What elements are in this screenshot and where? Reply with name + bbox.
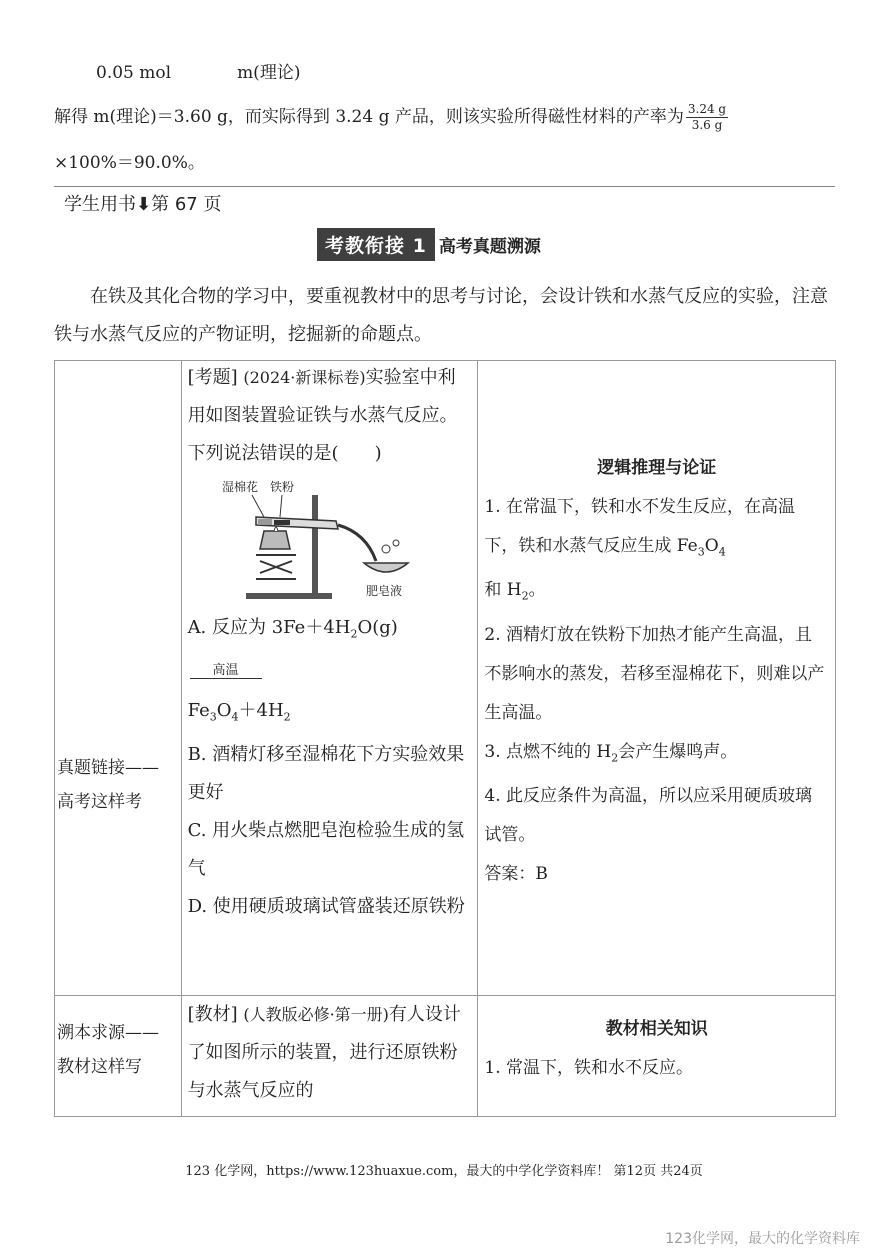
option-c: C. 用火柴点燃肥皂泡检验生成的氢气 xyxy=(187,820,465,880)
question-stem: 有人设计了如图所示的装置，进行还原铁粉与水蒸气反应的 xyxy=(187,1004,461,1101)
section-badge: 考教衔接 1 xyxy=(317,228,435,261)
comparison-table xyxy=(54,360,836,1117)
label-iron: 铁粉 xyxy=(269,480,294,494)
subscript: 2 xyxy=(283,710,291,724)
analysis-cell xyxy=(478,996,836,1117)
analysis-text: 1. 在常温下，铁和水不发生反应，在高温下，铁和水蒸气反应生成 Fe xyxy=(484,497,796,556)
option-d: D. 使用硬质玻璃试管盛装还原铁粉 xyxy=(187,896,465,918)
question-text xyxy=(182,359,478,473)
row-label-line1: 真题链接—— xyxy=(57,758,159,778)
subscript: 2 xyxy=(521,589,529,603)
question-source: (人教版必修·第一册) xyxy=(243,1005,389,1024)
analysis-point-1: 1. 常温下，铁和水不反应。 xyxy=(484,1058,694,1078)
analysis-point-2: 2. 酒精灯放在铁粉下加热才能产生高温，且不影响水的蒸发，若移至湿棉花下，则难以产生高温。 xyxy=(484,624,825,723)
down-arrow-icon: ⬇ xyxy=(136,194,152,215)
book-ref-prefix: 学生用书 xyxy=(64,194,136,215)
analysis-point-3 xyxy=(478,733,835,777)
table-row xyxy=(55,361,836,996)
page-footer: 123 化学网，https://www.123huaxue.com，最大的中学化学资料库！ 第12页 共24页 xyxy=(185,1164,703,1179)
solve-text: 解得 m(理论)＝3.60 g，而实际得到 3.24 g 产品，则该实验所得磁性材料的产率为 xyxy=(54,107,684,127)
result-line: ×100%＝90.0%。 xyxy=(54,153,205,173)
apparatus-figure xyxy=(216,477,446,609)
wet-cotton xyxy=(258,519,272,525)
subscript: 2 xyxy=(611,751,619,765)
option-b: B. 酒精灯移至湿棉花下方实验效果更好 xyxy=(187,744,465,804)
alcohol-lamp xyxy=(260,531,290,549)
row-label-line1: 溯本求源—— xyxy=(57,1023,159,1043)
question-stem: 实验室中利用如图装置验证铁与水蒸气反应。下列说法错误的是( ) xyxy=(187,367,458,464)
pointer-iron xyxy=(280,495,282,517)
reaction-condition: 高温 xyxy=(190,664,262,679)
iron-powder xyxy=(274,520,290,525)
answer: 答案：B xyxy=(484,864,548,885)
option-a-text: Fe xyxy=(187,699,210,721)
pointer-cotton xyxy=(252,495,264,517)
yield-fraction xyxy=(686,102,728,133)
question-tag: [教材] xyxy=(187,1004,238,1025)
analysis-text: 和 H xyxy=(484,580,522,601)
bubble xyxy=(382,545,390,553)
fraction-numerator: 3.24 g xyxy=(687,102,727,116)
option-a-text: O(g) xyxy=(357,617,398,638)
book-reference xyxy=(64,190,221,216)
analysis-text: 。 xyxy=(528,580,546,601)
row-label-line2: 教材这样写 xyxy=(57,1057,142,1077)
watermark: 123化学网，最大的化学资料库 xyxy=(665,1231,860,1247)
analysis-text: 会产生爆鸣声。 xyxy=(618,741,738,762)
divider xyxy=(54,186,835,187)
solve-line xyxy=(54,102,728,133)
soap-dish xyxy=(364,563,408,572)
stand-rod xyxy=(312,495,318,595)
analysis-point-4: 4. 此反应条件为高温，所以应采用硬质玻璃试管。 xyxy=(484,786,813,846)
question-tag: [考题] xyxy=(187,367,238,388)
subscript: 3 xyxy=(697,545,705,559)
row-label-cell xyxy=(55,996,182,1117)
row-label-cell xyxy=(55,361,182,996)
subscript: 4 xyxy=(231,710,239,724)
stand-base xyxy=(246,593,332,599)
option-a-text: ＋4H xyxy=(238,699,284,721)
analysis-heading: 教材相关知识 xyxy=(605,1019,708,1039)
option-a-text: O xyxy=(216,699,232,721)
analysis-cell xyxy=(478,361,836,996)
section-header xyxy=(317,228,541,260)
analysis-text: 3. 点燃不纯的 H xyxy=(484,741,612,762)
option-a-text: A. 反应为 3Fe＋4H xyxy=(187,617,351,638)
fraction-denominator: 3.6 g xyxy=(691,118,723,132)
question-cell xyxy=(181,996,478,1117)
option-a xyxy=(182,609,478,736)
book-ref-page: 第 67 页 xyxy=(151,194,222,215)
question-text xyxy=(182,996,478,1110)
delivery-tube xyxy=(338,525,376,561)
bubble xyxy=(393,540,399,546)
label-cotton: 湿棉花 xyxy=(221,480,258,494)
intro-paragraph: 在铁及其化合物的学习中，要重视教材中的思考与讨论，会设计铁和水蒸气反应的实验，注意铁与水蒸气反应的产物证明，挖掘新的命题点。 xyxy=(54,286,828,345)
question-cell xyxy=(181,361,478,996)
analysis-heading: 逻辑推理与论证 xyxy=(597,458,717,478)
table-row xyxy=(55,996,836,1117)
analysis-point-1 xyxy=(478,488,835,616)
subscript: 3 xyxy=(209,710,217,724)
subscript: 4 xyxy=(718,545,726,559)
subscript: 2 xyxy=(350,627,358,641)
flame xyxy=(274,527,278,531)
row-label-line2: 高考这样考 xyxy=(57,792,142,812)
calc-line xyxy=(96,58,300,83)
calc-right: m(理论) xyxy=(237,63,301,83)
question-source: (2024·新课标卷) xyxy=(243,368,366,387)
analysis-text: O xyxy=(704,536,719,556)
label-soap: 肥皂液 xyxy=(365,584,402,598)
lift-jack xyxy=(256,555,296,579)
calc-left: 0.05 mol xyxy=(96,63,172,83)
section-subtitle: 高考真题溯源 xyxy=(438,236,541,257)
